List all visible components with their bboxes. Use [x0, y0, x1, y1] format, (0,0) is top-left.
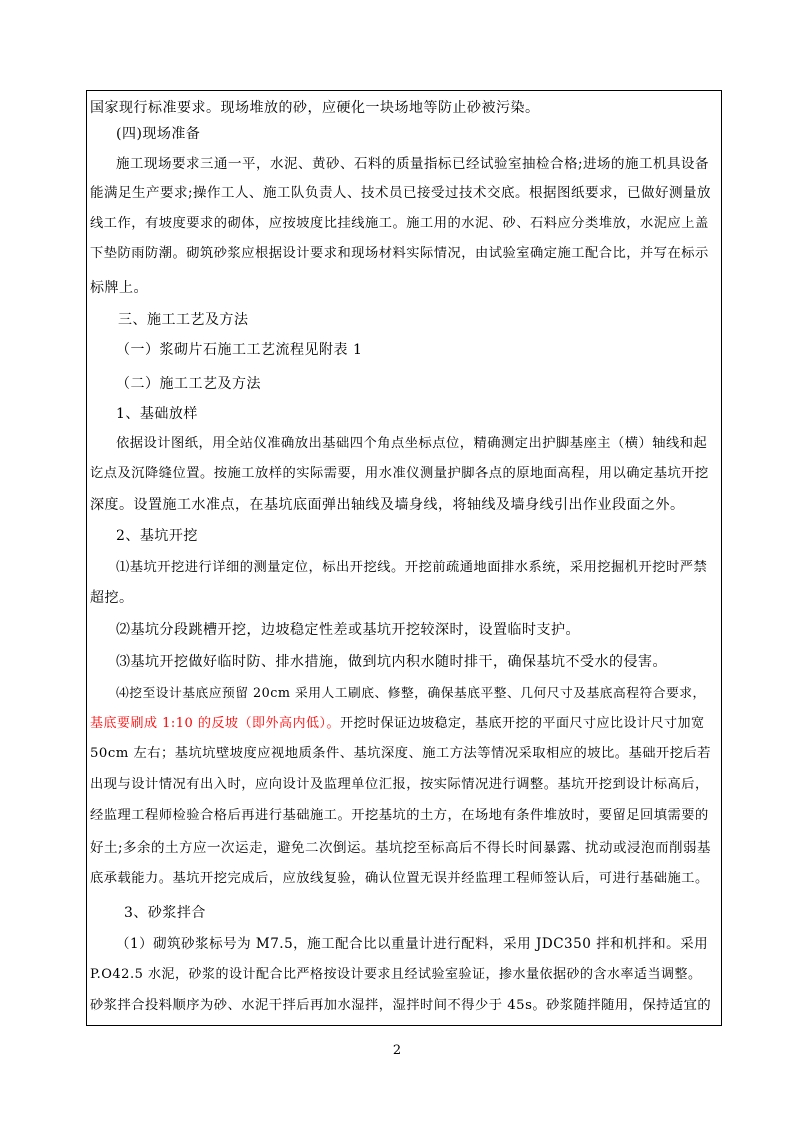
- text-line: 底承载能力。基坑开挖完成后，应放线复验，确认位置无误并经监理工程师签认后，可进行基础施工。: [90, 871, 709, 886]
- text-line: 好土;多余的土方应一次运走，避免二次倒运。基坑挖至标高后不得长时间暴露、扰动或浸泡而削弱基: [90, 840, 712, 856]
- text-line: 砂浆拌合投料顺序为砂、水泥干拌后再加水湿拌，湿拌时间不得少于 45s。砂浆随拌随用，保持适宜的: [90, 998, 712, 1013]
- text-line: P.O42.5 水泥，砂浆的设计配合比严格按设计要求且经试验室验证，掺水量依据砂的含水率适当调整。: [90, 967, 702, 982]
- text-line: 三、施工工艺及方法: [118, 312, 249, 328]
- text-line: (四)现场准备: [116, 126, 201, 142]
- text-line: 施工现场要求三通一平，水泥、黄砂、石料的质量指标已经试验室抽检合格;进场的施工机具设备: [116, 156, 710, 172]
- text-line: 能满足生产要求;操作工人、施工队负责人、技术员已接受过技术交底。根据图纸要求，已做好测量放: [90, 185, 712, 201]
- text-line: ⑴基坑开挖进行详细的测量定位，标出开挖线。开挖前疏通地面排水系统，采用挖掘机开挖时严禁: [116, 560, 708, 575]
- text-line: ⑶基坑开挖做好临时防、排水措施，做到坑内积水随时排干，确保基坑不受水的侵害。: [116, 654, 667, 670]
- text-line: 标牌上。: [90, 280, 148, 296]
- text-line: [90, 716, 704, 732]
- text-line: 讫点及沉降缝位置。按施工放样的实际需要，用水准仪测量护脚各点的原地面高程，用以确定基坑开挖: [90, 466, 709, 481]
- text-line: ⑷挖至设计基底应预留 20cm 采用人工刷底、修整，确保基底平整、几何尺寸及基底高程符合要求，: [116, 686, 706, 701]
- text-line: 超挖。: [90, 590, 134, 606]
- highlighted-text: 基底要刷成 1:10 的反坡（即外高内低）。: [90, 716, 340, 731]
- text-line: 经监理工程师检验合格后再进行基础施工。开挖基坑的土方，在场地有条件堆放时，要留足回填需要的: [90, 808, 709, 823]
- text-line: （1）砌筑砂浆标号为 M7.5，施工配合比以重量计进行配料，采用 JDC350 拌和机拌和。采用: [116, 936, 709, 952]
- text-line: （二）施工工艺及方法: [116, 376, 261, 392]
- text-line: ⑵基坑分段跳槽开挖，边坡稳定性差或基坑开挖较深时，设置临时支护。: [116, 622, 580, 638]
- text-line: （一）浆砌片石施工工艺流程见附表 1: [116, 342, 363, 358]
- text-line: 2、基坑开挖: [116, 528, 198, 544]
- page-number: 2: [392, 1043, 402, 1058]
- text-line: 出现与设计情况有出入时，应向设计及监理单位汇报，按实际情况进行调整。基坑开挖到设计标高后，: [90, 777, 709, 792]
- text-line: 下垫防雨防潮。砌筑砂浆应根据设计要求和现场材料实际情况，由试验室确定施工配合比，并写在标示: [90, 246, 709, 261]
- text-line: 1、基础放样: [116, 406, 198, 422]
- text-line: 50cm 左右；基坑坑壁坡度应视地质条件、基坑深度、施工方法等情况采取相应的坡比。基础开挖后若: [90, 746, 712, 761]
- text-line: 3、砂浆拌合: [124, 905, 206, 921]
- text-segment: 开挖时保证边坡稳定，基底开挖的平面尺寸应比设计尺寸加宽: [339, 716, 705, 731]
- text-line: 深度。设置施工水准点，在基坑底面弹出轴线及墙身线，将轴线及墙身线引出作业段面之外。: [90, 497, 685, 513]
- text-line: 依据设计图纸，用全站仪准确放出基础四个角点坐标点位，精确测定出护脚基座主（横）轴线和起: [116, 436, 708, 451]
- text-line: 国家现行标准要求。现场堆放的砂，应硬化一块场地等防止砂被污染。: [90, 100, 540, 116]
- text-line: 线工作，有坡度要求的砌体，应按坡度比挂线施工。施工用的水泥、砂、石料应分类堆放，水泥应上盖: [90, 216, 709, 231]
